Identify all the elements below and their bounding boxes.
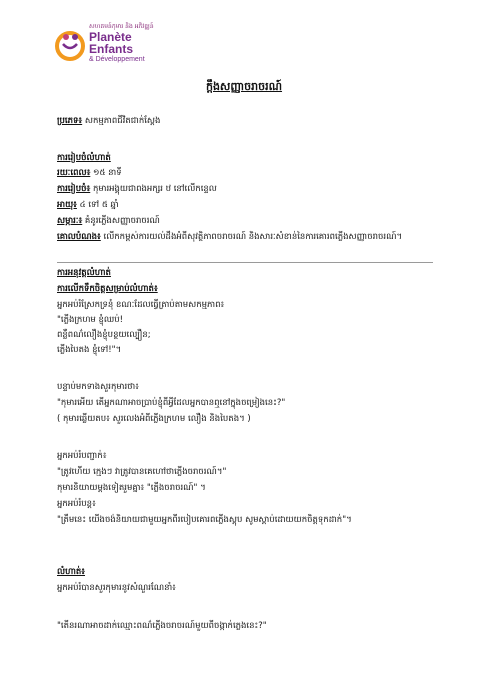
setup-row [57,183,217,195]
objective-value: លើកកម្ពស់ការយល់ដឹងអំពីសុវត្ថិភាពចរាចរណ៍ និងសារៈសំខាន់នៃការគោរពភ្លើងសញ្ញាចរាចរណ៍។ [100,232,403,242]
logo-name-line1: Planète [89,30,132,44]
paragraph-line: អ្នកអប់រំបញ្ជាក់៖ [57,451,107,461]
organization-logo [55,22,175,70]
paragraph-line: "ត្រូវហើយ ក្មេងៗ វាត្រូវបានគេហៅថាភ្លើងចរាចរណ៍។" [57,467,227,477]
paragraph-line: អ្នកអប់រំបានសួរកុមារនូវសំណួរណែនាំ៖ [57,583,176,593]
objective-row [57,231,437,243]
document-title: ក្ដឹងសញ្ញាចរាចរណ៍ [205,80,283,93]
duration-row [57,167,122,179]
paragraph-line: "ត្រឹមនេះ យើងចង់និយាយជាមួយអ្នកពីរបៀបគោរពភ្លើងស្តុប សូមស្តាប់ដោយយកចិត្តទុកដាក់"។ [57,515,352,525]
prep-heading: ការរៀបចំលំហាត់ [57,153,111,163]
logo-name-line2: Enfants [89,42,134,56]
duration-label: រយៈពេល៖ [57,168,91,178]
age-row [57,199,119,211]
type-row [57,115,160,127]
materials-value: គំនូរភ្លើងសញ្ញាចរាចរណ៍ [82,216,160,226]
logo-tagline: សហគមន៍កុមារ និង អភិវឌ្ឍន៍ [89,23,154,30]
objective-label: គោលបំណង៖ [57,232,101,242]
setup-value: កុមារអង្គុយជាពងអក្សរ ឋ នៅលើកន្ទេល [90,184,217,194]
paragraph-line: "តើនរណាអាចដាក់ឈ្មោះពណ៌ភ្លើងចរាចរណ៍មួយពីចង្កាក់ភ្លេងនេះ?" [57,621,267,631]
paragraph-line: បន្ទាប់មកទាងសួរកុមារថា៖ [57,382,139,392]
duration-value: ១៥ នាទី [90,168,122,178]
section-divider [57,262,433,263]
logo-name-line3: & Développement [89,56,145,63]
paragraph-line: "កុមារអើយ តើអ្នកណាអាចប្រាប់ខ្ញុំពីអ្វីដែលអ្នកបានឮនៅក្នុងចម្រៀងនេះ?" [57,398,286,408]
age-value: ៤ ទៅ ៥ ឆ្នាំ [76,200,119,210]
paragraph-line: ( កុមារឆ្លើយតប៖ សួរលេងអំពីភ្លើងក្រហម លឿង និងបៃតង។ ) [57,414,251,424]
paragraph-line: អ្នកអប់រំបន្ត៖ [57,499,96,509]
exercise-heading: លំហាត់៖ [57,567,86,577]
exec-heading: ការអនុវត្តលំហាត់ [57,268,111,278]
paragraph-line: ភ្លើងបៃតង ខ្ញុំទៅ!"។ [57,345,122,355]
children-logo-icon [55,28,85,64]
age-label: អាយុ៖ [57,200,77,210]
motivation-heading: ការលើកទឹកចិត្តសម្រាប់លំហាត់៖ [57,284,158,294]
paragraph-line: អ្នកអប់រំស្រែកទ្រនុំ ខណៈដែលធ្វើត្រាប់តាមសកម្មភាព៖ [57,300,225,310]
materials-label: សម្ភារៈ៖ [57,216,83,226]
paragraph-line: ពន្លឺពណ៌លឿងខ្ញុំបន្ថយល្បឿន; [57,330,151,340]
type-label: ប្រភេទ៖ [57,116,83,126]
materials-row [57,215,160,227]
document-title-wrap [0,80,488,96]
type-value: សកម្មភាពជីវិតជាក់ស្ដែង [82,116,161,126]
paragraph-line: "ភ្លើងក្រហម ខ្ញុំឈប់! [57,315,124,325]
setup-label: ការរៀបចំ៖ [57,184,91,194]
paragraph-line: កុមារនិយាយម្ដងទៀតរួមគ្នា៖ "ភ្លើងចរាចរណ៍" ។ [57,483,206,493]
